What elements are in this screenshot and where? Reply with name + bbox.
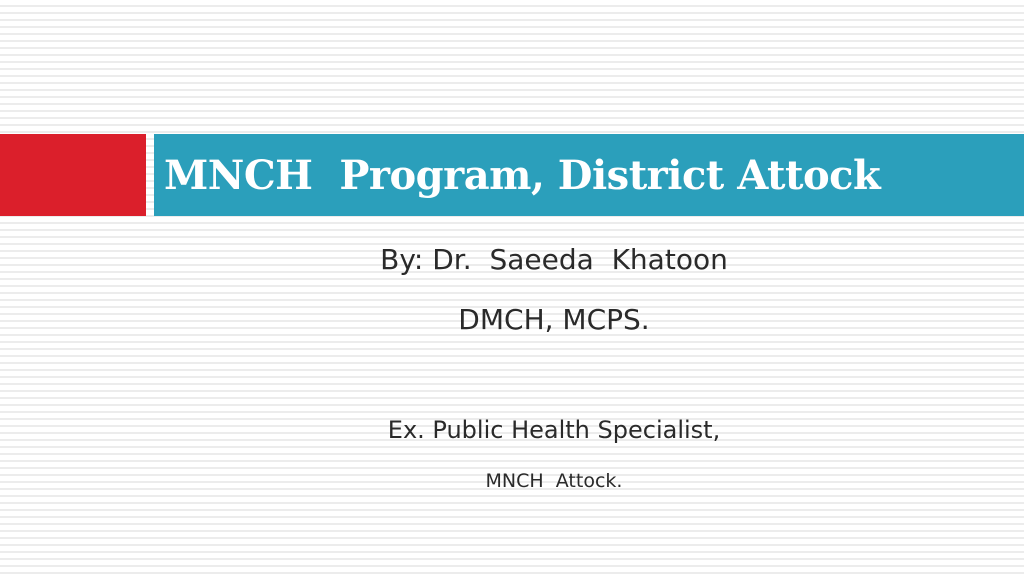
organization-line: MNCH Attock. (485, 470, 623, 492)
credentials-line: DMCH, MCPS. (458, 303, 650, 336)
slide-title: MNCH Program, District Attock (164, 151, 881, 199)
title-bar (154, 134, 1024, 216)
author-line: By: Dr. Saeeda Khatoon (380, 243, 728, 276)
position-line: Ex. Public Health Specialist, (387, 416, 721, 444)
accent-red-block (0, 134, 146, 216)
